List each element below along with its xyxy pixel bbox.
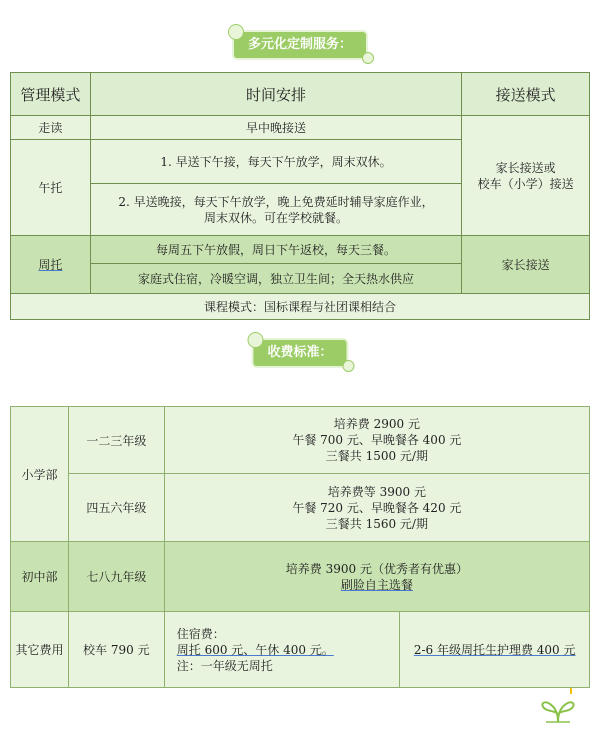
bus-fee: 校车 790 元 bbox=[68, 612, 164, 688]
table-row bbox=[11, 294, 590, 320]
time-zhoutuo-2: 家庭式住宿，冷暖空调，独立卫生间；全天热水供应 bbox=[90, 264, 461, 294]
pickup-mode-1 bbox=[462, 116, 590, 236]
fee-line: 三餐共 1500 元/期 bbox=[325, 449, 428, 463]
sprout-logo-icon bbox=[538, 694, 578, 724]
table-row bbox=[11, 542, 590, 612]
dept-primary: 小学部 bbox=[11, 407, 69, 542]
leaf-decoration-icon bbox=[247, 332, 263, 348]
time-zhoutuo-1: 每周五下午放假，周日下午返校，每天三餐。 bbox=[90, 236, 461, 264]
pickup-mode-2: 家长接送 bbox=[462, 236, 590, 294]
service-table-header bbox=[11, 73, 590, 116]
lodging-line: 周托 600 元、午休 400 元。 bbox=[176, 642, 334, 657]
mode-zoudu: 走读 bbox=[11, 116, 91, 140]
table-row bbox=[11, 612, 590, 688]
leaf-decoration-icon bbox=[362, 52, 374, 64]
header-pickup: 接送模式 bbox=[462, 73, 590, 116]
fee-line: 刷脸自主选餐 bbox=[340, 577, 413, 592]
fee-line: 培养费 2900 元 bbox=[333, 417, 420, 431]
course-mode: 课程模式：国标课程与社团课相结合 bbox=[11, 294, 590, 320]
mode-zhoutuo-label: 周托 bbox=[38, 258, 63, 272]
header-mode: 管理模式 bbox=[11, 73, 91, 116]
time-wutuo-1: 1. 早送下午接，每天下午放学，周末双休。 bbox=[90, 140, 461, 184]
other-fees-label: 其它费用 bbox=[11, 612, 69, 688]
lodging-line: 注：一年级无周托 bbox=[176, 658, 273, 673]
fee-456 bbox=[164, 474, 589, 542]
dept-middle: 初中部 bbox=[11, 542, 69, 612]
section1-banner bbox=[234, 32, 366, 58]
grade-123: 一二三年级 bbox=[68, 407, 164, 474]
fee-line: 三餐共 1560 元/期 bbox=[325, 516, 428, 531]
care-fee bbox=[400, 612, 590, 688]
mode-zhoutuo bbox=[11, 236, 91, 294]
section1-title: 多元化定制服务： bbox=[247, 37, 353, 52]
section2-banner bbox=[253, 340, 346, 366]
fee-123 bbox=[164, 407, 589, 474]
fee-table bbox=[10, 406, 590, 688]
grade-789: 七八九年级 bbox=[68, 542, 164, 612]
fee-line: 午餐 700 元、早晚餐各 400 元 bbox=[292, 433, 462, 447]
pickup-line: 家长接送或 bbox=[495, 160, 556, 175]
lodging-line: 住宿费： bbox=[176, 626, 225, 641]
header-time: 时间安排 bbox=[90, 73, 461, 116]
table-row bbox=[11, 236, 590, 264]
table-row bbox=[11, 474, 590, 542]
section2-title: 收费标准： bbox=[267, 345, 333, 360]
leaf-decoration-icon bbox=[343, 360, 355, 372]
table-row bbox=[11, 407, 590, 474]
table-row bbox=[11, 116, 590, 140]
time-line: 2. 早送晚接，每天下午放学，晚上免费延时辅导家庭作业， bbox=[118, 194, 434, 209]
time-wutuo-2 bbox=[90, 184, 461, 236]
lodging-fee bbox=[164, 612, 400, 688]
care-fee-text: 2-6 年级周托生护理费 400 元 bbox=[413, 643, 576, 657]
fee-line: 午餐 720 元、早晚餐各 420 元 bbox=[292, 500, 462, 515]
time-line: 周末双休。可在学校就餐。 bbox=[204, 210, 349, 225]
grade-456: 四五六年级 bbox=[68, 474, 164, 542]
service-table bbox=[10, 72, 590, 320]
mode-wutuo: 午托 bbox=[11, 140, 91, 236]
fee-789 bbox=[164, 542, 589, 612]
time-zoudu: 早中晚接送 bbox=[90, 116, 461, 140]
pickup-line: 校车（小学）接送 bbox=[477, 176, 574, 191]
leaf-decoration-icon bbox=[228, 24, 244, 40]
fee-line: 培养费 3900 元（优秀者有优惠） bbox=[285, 561, 468, 576]
fee-line: 培养费等 3900 元 bbox=[327, 484, 426, 499]
